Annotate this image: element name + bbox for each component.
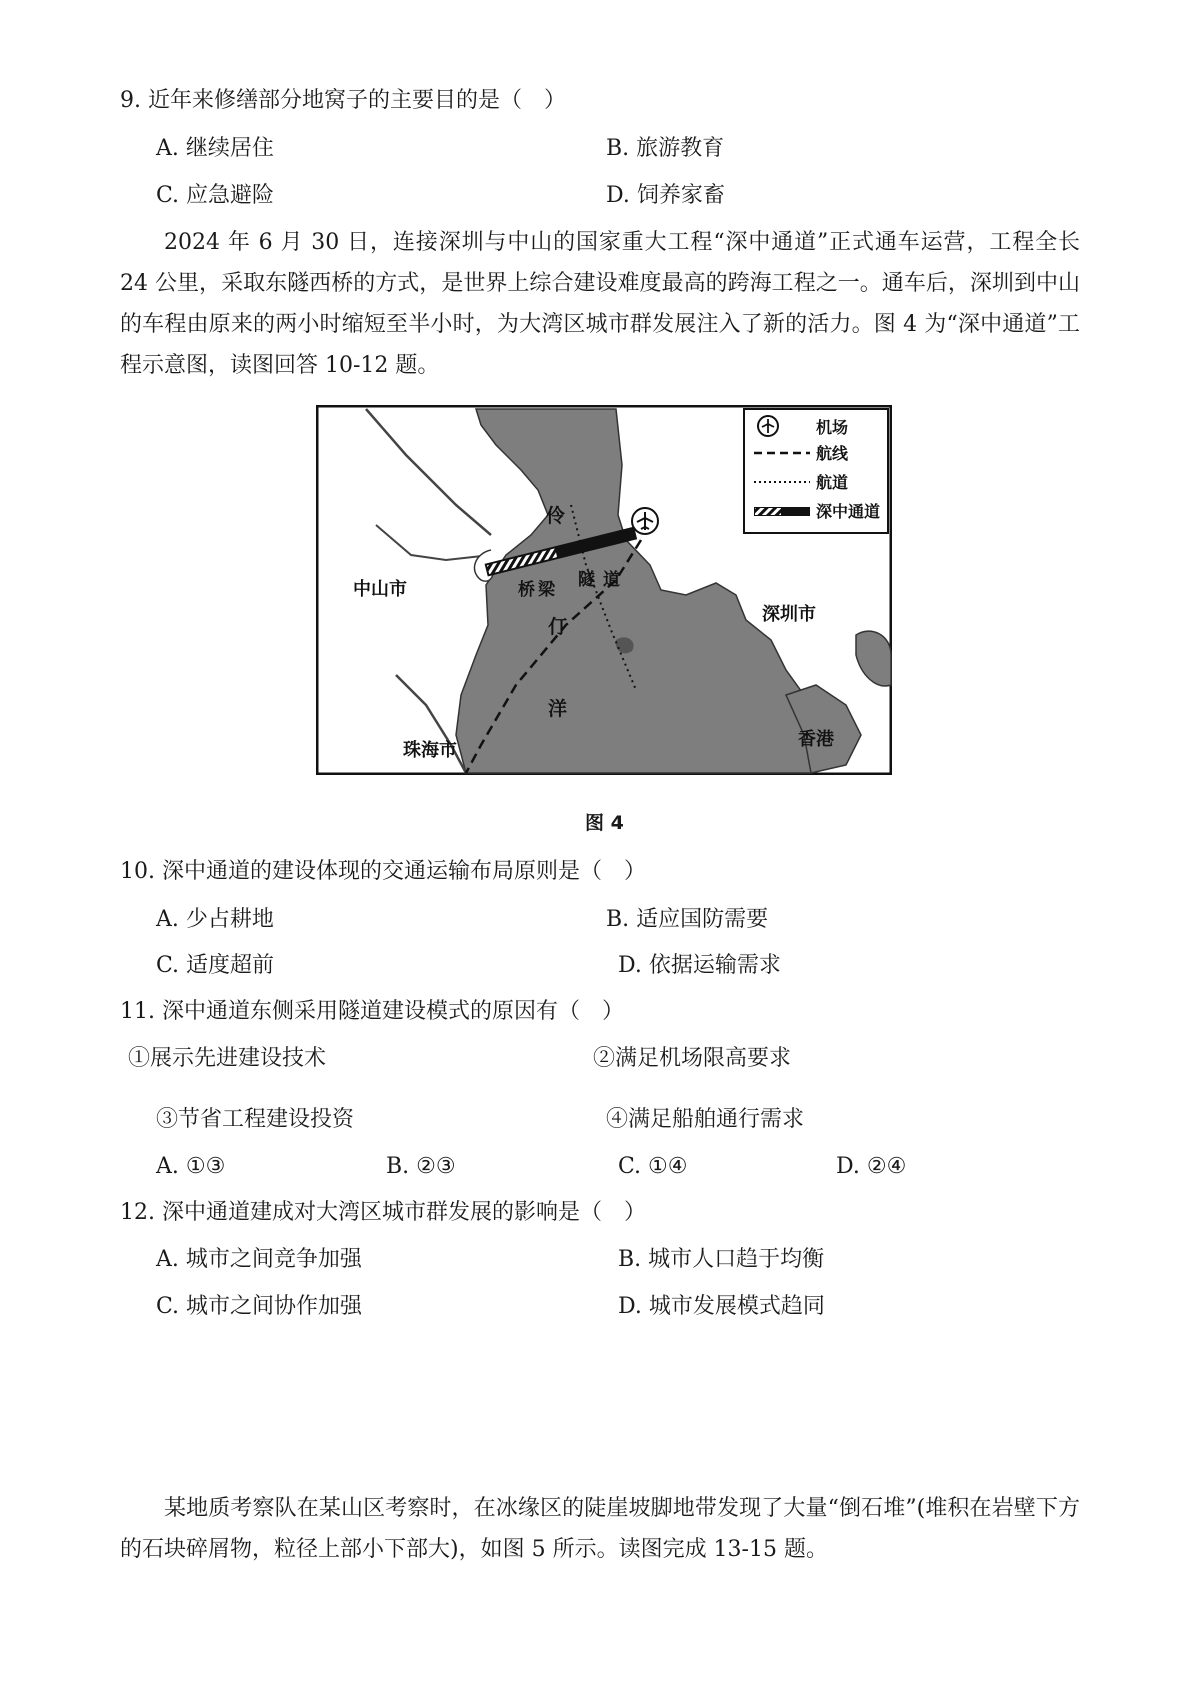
q11-item-1: ①展示先进建设技术: [128, 1046, 327, 1071]
q12-option-c[interactable]: C. 城市之间协作加强: [156, 1294, 363, 1319]
q9-option-c[interactable]: C. 应急避险: [156, 183, 275, 208]
map-legend: [744, 409, 888, 533]
label-tunnel: 隧道: [578, 570, 628, 590]
label-sea-ding: 仃: [548, 616, 568, 638]
airport-icon: [632, 508, 658, 534]
legend-shenzhong-link: 深中通道: [816, 502, 881, 521]
q11-item-4: ④满足船舶通行需求: [606, 1107, 805, 1132]
q12-option-d[interactable]: D. 城市发展模式趋同: [618, 1294, 825, 1319]
passage-rock-pile: 某地质考察队在某山区考察时，在冰缘区的陡崖坡脚地带发现了大量“倒石堆”(堆积在岩壁下方的石块碎屑物，粒径上部小下部大)，如图 5 所示。读图完成 13-15 题。: [120, 1496, 1080, 1562]
q11-option-d[interactable]: D. ②④: [836, 1154, 907, 1179]
q12-option-b[interactable]: B. 城市人口趋于均衡: [618, 1247, 825, 1272]
figure-caption: 图 4: [585, 812, 624, 834]
q10-option-d[interactable]: D. 依据运输需求: [618, 953, 781, 978]
q9-option-a[interactable]: A. 继续居住: [156, 136, 274, 161]
q9-stem: 9. 近年来修缮部分地窝子的主要目的是（ ）: [120, 88, 566, 113]
q9-option-b[interactable]: B. 旅游教育: [606, 136, 725, 161]
legend-airport-icon: [758, 416, 778, 436]
q12-stem: 12. 深中通道建成对大湾区城市群发展的影响是（ ）: [120, 1200, 646, 1225]
q11-option-c[interactable]: C. ①④: [618, 1154, 688, 1179]
q11-item-3: ③节省工程建设投资: [156, 1107, 355, 1132]
label-zhongshan: 中山市: [353, 579, 407, 600]
label-sea-yang: 洋: [548, 698, 568, 720]
figure-4-map: [316, 405, 892, 775]
q12-option-a[interactable]: A. 城市之间竞争加强: [156, 1247, 362, 1272]
legend-airport: 机场: [816, 418, 849, 437]
q11-option-b[interactable]: B. ②③: [386, 1154, 456, 1179]
legend-flight-route: 航线: [816, 444, 849, 463]
q10-option-c[interactable]: C. 适度超前: [156, 953, 275, 978]
q9-option-d[interactable]: D. 饲养家畜: [606, 183, 725, 208]
label-bridge: 桥梁: [518, 580, 558, 600]
q11-item-2: ②满足机场限高要求: [593, 1046, 792, 1071]
q10-option-b[interactable]: B. 适应国防需要: [606, 907, 769, 932]
q11-stem: 11. 深中通道东侧采用隧道建设模式的原因有（ ）: [120, 999, 624, 1024]
label-shenzhen: 深圳市: [762, 604, 816, 625]
passage-shenzhong: 2024 年 6 月 30 日，连接深圳与中山的国家重大工程“深中通道”正式通车运营，工程全长 24 公里，采取东隧西桥的方式，是世界上综合建设难度最高的跨海工程之一。通车后，深圳到中山的车程由原来的两小时缩短至半小时，为大湾区城市群发展注入了新的活力。图 4 为“深中通道”工程示意图，读图回答 10-12 题。: [120, 230, 1080, 378]
legend-channel: 航道: [816, 473, 849, 492]
label-sea-ling: 伶: [546, 505, 566, 527]
q11-option-a[interactable]: A. ①③: [156, 1154, 226, 1179]
label-zhuhai: 珠海市: [403, 740, 457, 761]
q10-option-a[interactable]: A. 少占耕地: [156, 907, 274, 932]
label-hongkong: 香港: [798, 729, 834, 750]
q10-stem: 10. 深中通道的建设体现的交通运输布局原则是（ ）: [120, 859, 646, 884]
